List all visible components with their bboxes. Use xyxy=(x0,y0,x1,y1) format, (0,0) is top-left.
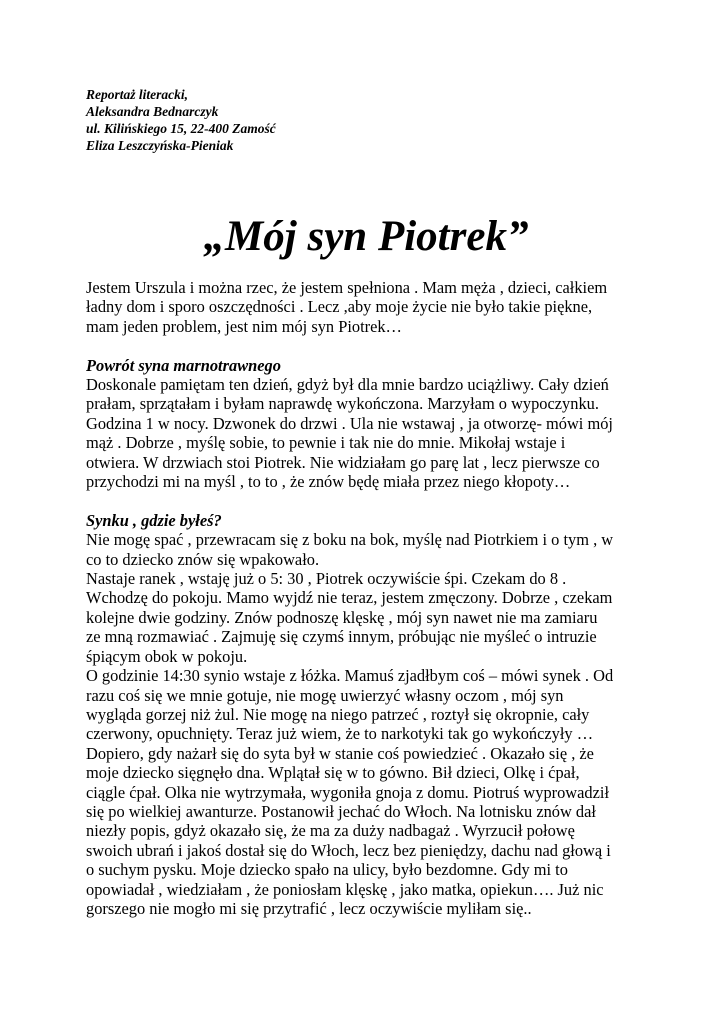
text-line: wygląda gorzej niż żul. Nie mogę na niego patrzeć , roztył się okropnie, cały xyxy=(86,704,590,724)
text-line: ciągle ćpał. Olka nie wytrzymała, wygoniła gnoja z domu. Piotruś wyprowadził xyxy=(86,782,609,802)
section-heading: Synku , gdzie byłeś? xyxy=(86,510,222,530)
header-genre: Reportaż literacki, xyxy=(86,87,188,102)
text-line: Nie mogę spać , przewracam się z boku na bok, myślę nad Piotrkiem i o tym , w xyxy=(86,530,614,550)
text-line: ze mną rozmawiać . Zajmuję się czymś innym, próbując nie myśleć o intruzie xyxy=(86,627,597,647)
header-author: Aleksandra Bednarczyk xyxy=(86,104,219,119)
text-line: się po wielkiej awanturze. Postanowił jechać do Włoch. Na lotnisku znów dał xyxy=(86,801,596,821)
paragraph-spacer xyxy=(86,491,646,510)
text-line: O godzinie 14:30 synio wstaje z łóżka. Mamuś zjadłbym coś – mówi synek . Od xyxy=(86,666,614,686)
text-line: Wchodzę do pokoju. Mamo wyjdź nie teraz, jestem zmęczony. Dobrze , czekam xyxy=(86,588,613,608)
text-line: ładny dom i sporo oszczędności . Lecz ,aby moje życie nie było takie piękne, xyxy=(86,297,593,317)
text-line: razu coś się we mnie gotuje, nie mogę uwierzyć własny oczom , mój syn xyxy=(86,685,564,705)
section-where-were-you xyxy=(86,511,646,919)
text-line: o suchym pysku. Moje dziecko spało na ulicy, było bezdomne. Gdy mi to xyxy=(86,860,568,880)
paragraph-spacer xyxy=(86,336,646,355)
document-page xyxy=(86,86,646,918)
text-line: śpiącym obok w pokoju. xyxy=(86,646,248,666)
text-line: przychodzi mi na myśl , to to , że znów będę miała przez niego kłopoty… xyxy=(86,472,571,492)
text-line: Dopiero, gdy nażarł się do syta był w stanie coś powiedzieć . Okazało się , że xyxy=(86,743,594,763)
section-heading: Powrót syna marnotrawnego xyxy=(86,355,281,375)
text-line: kolejne dwie godziny. Znów podnoszę klęskę , mój syn nawet nie ma zamiaru xyxy=(86,607,598,627)
text-line: mąż . Dobrze , myślę sobie, to pewnie i tak nie do mnie. Mikołaj wstaje i xyxy=(86,433,566,453)
text-line: Doskonale pamiętam ten dzień, gdyż był dla mnie bardzo uciążliwy. Cały dzień xyxy=(86,375,609,395)
text-line: swoich ubrań i jakoś dostał się do Włoch, lecz bez pieniędzy, dachu nad głową i xyxy=(86,840,611,860)
text-line: otwiera. W drzwiach stoi Piotrek. Nie widziałam go parę lat , lecz pierwsze co xyxy=(86,452,600,472)
intro-paragraph xyxy=(86,278,646,336)
text-line: niezły popis, gdyż okazało się, że ma za duży nadbagaż . Wyrzucił połowę xyxy=(86,821,575,841)
text-line: czerwony, opuchnięty. Teraz już wiem, że to narkotyki tak go wykończyły … xyxy=(86,724,594,744)
text-line: moje dziecko sięgnęło dna. Wplątał się w to gówno. Bił dzieci, Olkę i ćpał, xyxy=(86,763,580,783)
text-line: opowiadał , wiedziałam , że poniosłam klęskę , jako matka, opiekun…. Już nic xyxy=(86,879,604,899)
text-line: Nastaje ranek , wstaję już o 5: 30 , Piotrek oczywiście śpi. Czekam do 8 . xyxy=(86,569,567,589)
text-line: co to dziecko znów się wpakowało. xyxy=(86,549,320,569)
header-address: ul. Kilińskiego 15, 22-400 Zamość xyxy=(86,121,276,136)
text-line: mam jeden problem, jest nim mój syn Piotrek… xyxy=(86,316,402,336)
document-title: „Mój syn Piotrek” xyxy=(203,213,529,260)
author-header xyxy=(86,86,646,154)
header-teacher: Eliza Leszczyńska-Pieniak xyxy=(86,138,234,153)
section-return xyxy=(86,356,646,492)
text-line: prałam, sprzątałam i byłam naprawdę wykończona. Marzyłam o wypoczynku. xyxy=(86,394,599,414)
text-line: Jestem Urszula i można rzec, że jestem spełniona . Mam męża , dzieci, całkiem xyxy=(86,278,608,297)
text-line: Godzina 1 w nocy. Dzwonek do drzwi . Ula nie wstawaj , ja otworzę- mówi mój xyxy=(86,413,613,433)
text-line: gorszego nie mogło mi się przytrafić , lecz oczywiście myliłam się.. xyxy=(86,898,532,918)
